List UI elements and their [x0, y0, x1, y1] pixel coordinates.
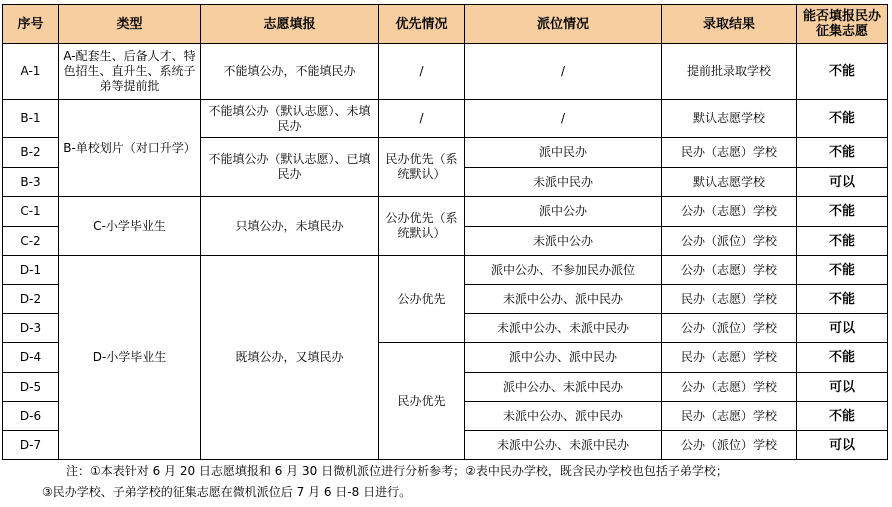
cell-result: 公办（志愿）学校	[662, 256, 797, 285]
cell-result: 公办（派位）学校	[662, 314, 797, 343]
table-row	[3, 100, 888, 138]
cell-type: B-单校划片（对口升学）	[59, 100, 201, 197]
cell-priority: 公办优先（系统默认）	[379, 197, 465, 256]
cell-result: 公办（志愿）学校	[662, 373, 797, 402]
cell-seq: B-3	[3, 168, 59, 197]
cell-seq: A-1	[3, 44, 59, 100]
cell-extra: 不能	[797, 138, 888, 168]
cell-result: 民办（志愿）学校	[662, 285, 797, 314]
cell-extra: 不能	[797, 256, 888, 285]
cell-seq: C-2	[3, 227, 59, 256]
cell-extra: 可以	[797, 431, 888, 460]
cell-seq: D-7	[3, 431, 59, 460]
header-type: 类型	[59, 5, 201, 44]
cell-result: 提前批录取学校	[662, 44, 797, 100]
cell-priority: 民办优先（系统默认）	[379, 138, 465, 197]
table-row	[3, 256, 888, 285]
header-result: 录取结果	[662, 5, 797, 44]
cell-result: 民办（志愿）学校	[662, 402, 797, 431]
header-dispatch: 派位情况	[465, 5, 662, 44]
cell-extra: 不能	[797, 402, 888, 431]
header-extra: 能否填报民办征集志愿	[797, 5, 888, 44]
cell-dispatch: 派中民办	[465, 138, 662, 168]
cell-dispatch: 派中公办、派中民办	[465, 343, 662, 373]
cell-extra: 可以	[797, 314, 888, 343]
footnote-line-2: ③民办学校、子弟学校的征集志愿在微机派位后 7 月 6 日-8 日进行。	[42, 485, 412, 499]
cell-priority: 公办优先	[379, 256, 465, 343]
cell-dispatch: 未派中公办	[465, 227, 662, 256]
cell-result: 公办（派位）学校	[662, 227, 797, 256]
cell-dispatch: /	[465, 100, 662, 138]
cell-seq: D-3	[3, 314, 59, 343]
cell-type: D-小学毕业生	[59, 256, 201, 460]
header-priority: 优先情况	[379, 5, 465, 44]
cell-type: C-小学毕业生	[59, 197, 201, 256]
cell-extra: 可以	[797, 168, 888, 197]
cell-result: 默认志愿学校	[662, 100, 797, 138]
cell-type: A-配套生、后备人才、特色招生、直升生、系统子弟等提前批	[59, 44, 201, 100]
cell-extra: 不能	[797, 343, 888, 373]
cell-dispatch: 未派中公办、未派中民办	[465, 431, 662, 460]
cell-seq: B-1	[3, 100, 59, 138]
cell-dispatch: 派中公办、未派中民办	[465, 373, 662, 402]
cell-dispatch: /	[465, 44, 662, 100]
cell-extra: 不能	[797, 44, 888, 100]
cell-seq: B-2	[3, 138, 59, 168]
cell-extra: 不能	[797, 227, 888, 256]
cell-fill: 不能填公办（默认志愿）、已填民办	[201, 138, 379, 197]
cell-dispatch: 未派中民办	[465, 168, 662, 197]
cell-fill: 不能填公办（默认志愿）、未填民办	[201, 100, 379, 138]
cell-result: 公办（志愿）学校	[662, 197, 797, 227]
cell-priority: 民办优先	[379, 343, 465, 460]
header-seq: 序号	[3, 5, 59, 44]
cell-seq: D-2	[3, 285, 59, 314]
cell-dispatch: 未派中公办、未派中民办	[465, 314, 662, 343]
cell-fill: 只填公办，未填民办	[201, 197, 379, 256]
cell-priority: /	[379, 44, 465, 100]
cell-dispatch: 未派中公办、派中民办	[465, 402, 662, 431]
cell-priority: /	[379, 100, 465, 138]
cell-fill: 既填公办，又填民办	[201, 256, 379, 460]
cell-extra: 不能	[797, 197, 888, 227]
table-row	[3, 44, 888, 100]
cell-extra: 可以	[797, 373, 888, 402]
cell-result: 公办（派位）学校	[662, 431, 797, 460]
admission-table	[2, 4, 888, 460]
cell-fill: 不能填公办，不能填民办	[201, 44, 379, 100]
cell-result: 民办（志愿）学校	[662, 343, 797, 373]
header-fill: 志愿填报	[201, 5, 379, 44]
cell-seq: D-1	[3, 256, 59, 285]
cell-seq: C-1	[3, 197, 59, 227]
cell-seq: D-4	[3, 343, 59, 373]
header-row	[3, 5, 888, 44]
table-row	[3, 197, 888, 227]
cell-seq: D-6	[3, 402, 59, 431]
cell-extra: 不能	[797, 285, 888, 314]
footnote-line-1: 注：①本表针对 6 月 20 日志愿填报和 6 月 30 日微机派位进行分析参考；②表中民办学校，既含民办学校也包括子弟学校；	[66, 464, 728, 478]
cell-dispatch: 派中公办、不参加民办派位	[465, 256, 662, 285]
cell-extra: 不能	[797, 100, 888, 138]
cell-dispatch: 未派中公办、派中民办	[465, 285, 662, 314]
cell-dispatch: 派中公办	[465, 197, 662, 227]
cell-result: 民办（志愿）学校	[662, 138, 797, 168]
cell-seq: D-5	[3, 373, 59, 402]
cell-result: 默认志愿学校	[662, 168, 797, 197]
